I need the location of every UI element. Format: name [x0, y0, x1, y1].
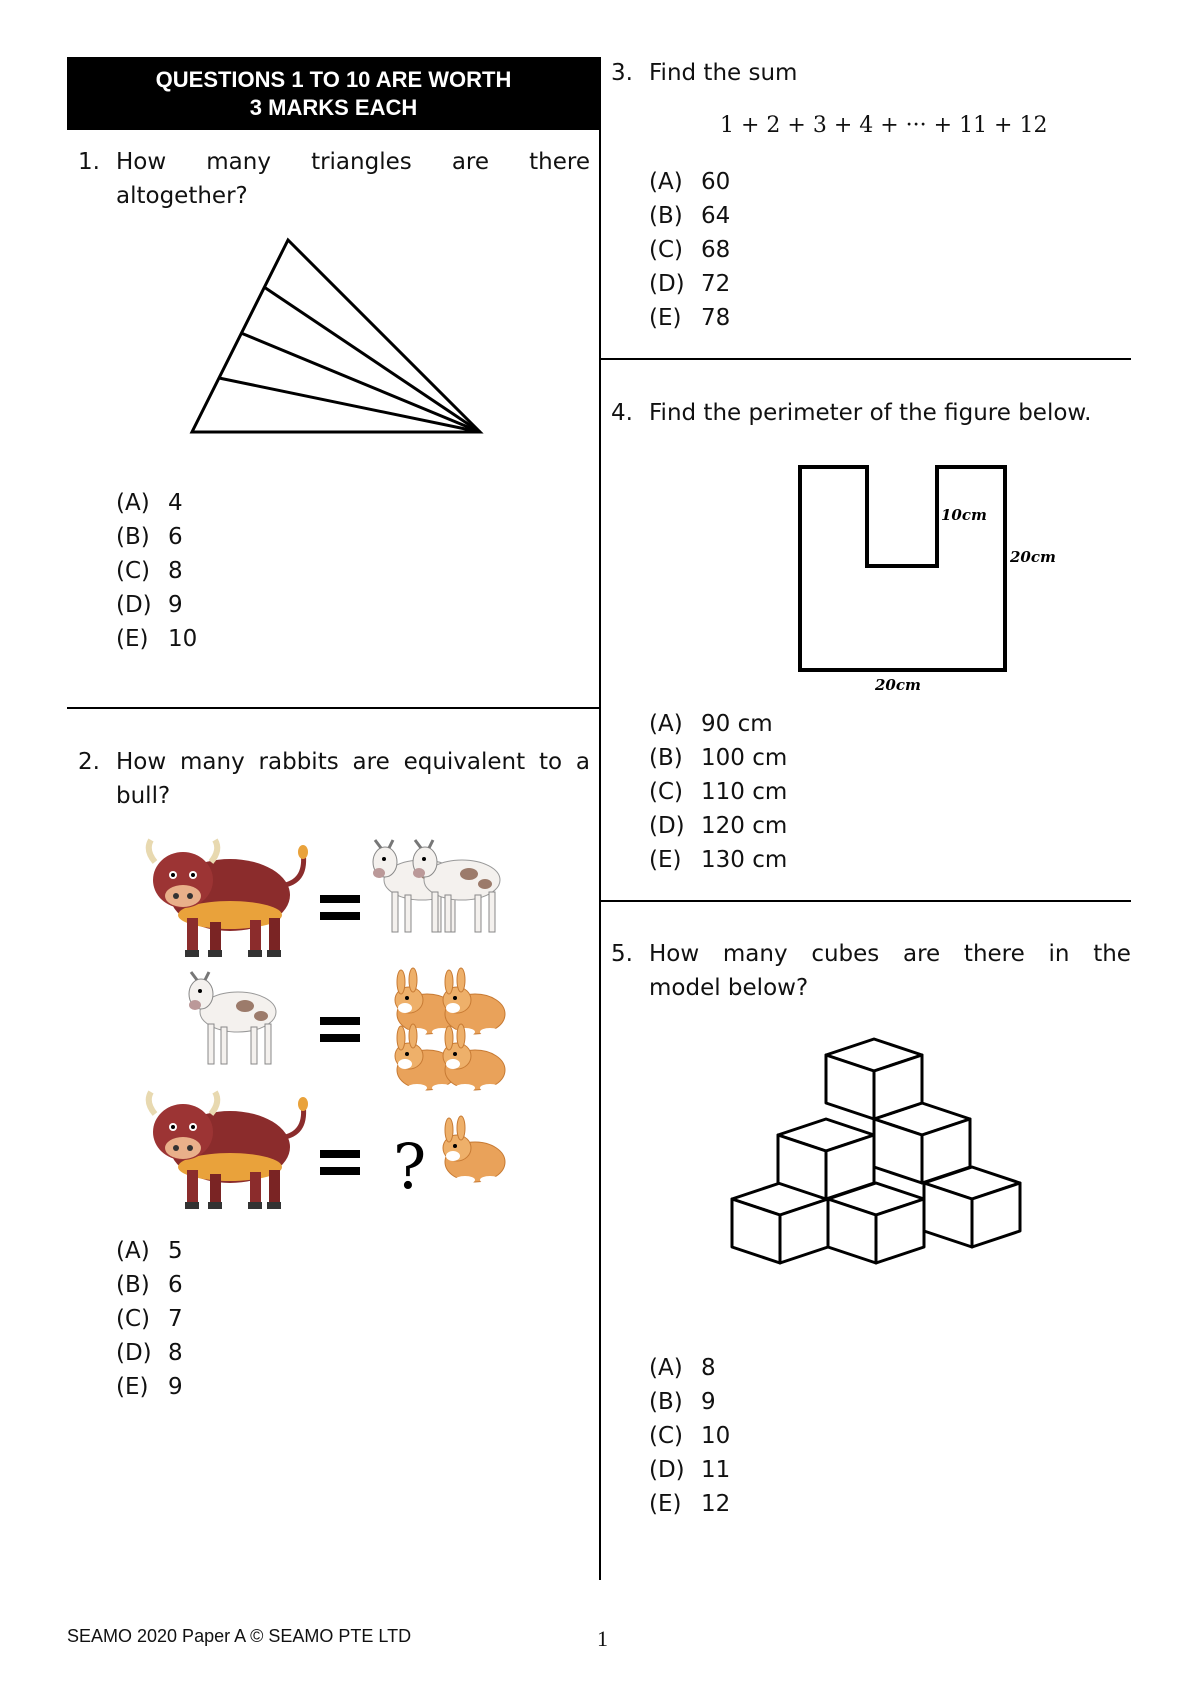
- section-header-line2: 3 MARKS EACH: [249, 94, 418, 120]
- option-e[interactable]: (E) 9: [116, 1374, 183, 1400]
- section-header: [67, 57, 600, 130]
- equals-sign: [320, 1167, 360, 1175]
- equals-sign: [320, 1150, 360, 1158]
- option-d[interactable]: (D) 9: [116, 592, 183, 618]
- option-a[interactable]: (A) 60: [649, 169, 731, 195]
- option-e[interactable]: (E) 12: [649, 1491, 731, 1517]
- question-3-options: [649, 165, 730, 335]
- question-mark: ?: [393, 1130, 427, 1203]
- word: in: [1048, 941, 1070, 967]
- equals-sign: [320, 912, 360, 920]
- question-3-line1: Find the sum: [649, 60, 798, 86]
- question-1-text: [78, 145, 590, 215]
- option-a[interactable]: (A) 90 cm: [649, 711, 773, 737]
- u-shape-outline: [800, 467, 1005, 670]
- question-5-line1: [649, 937, 1131, 971]
- option-d[interactable]: (D) 8: [116, 1340, 183, 1366]
- option-a[interactable]: (A) 4: [116, 490, 183, 516]
- cube: [826, 1039, 922, 1119]
- word: there: [963, 941, 1025, 967]
- goat-icon: [189, 972, 276, 1064]
- label-20cm-side: 20cm: [1010, 548, 1056, 566]
- option-a[interactable]: (A) 5: [116, 1238, 183, 1264]
- goat-icon: [413, 840, 500, 932]
- section-header-line1: QUESTIONS 1 TO 10 ARE WORTH: [155, 66, 512, 92]
- question-1-options: [116, 486, 197, 656]
- word: are: [903, 941, 941, 967]
- bull-icon: [149, 1092, 308, 1209]
- option-b[interactable]: (B) 64: [649, 203, 731, 229]
- option-c[interactable]: (C) 110 cm: [649, 779, 788, 805]
- rabbit-icon: [443, 968, 505, 1036]
- bull-icon: [149, 840, 308, 957]
- question-2-line1: How many rabbits are equivalent to a: [116, 749, 590, 775]
- word: How: [116, 149, 167, 175]
- triangle-fan-figure: [180, 230, 490, 440]
- option-b[interactable]: (B) 100 cm: [649, 745, 788, 771]
- question-1-line2: altogether?: [116, 183, 248, 209]
- question-4-text: [611, 396, 1126, 432]
- question-3-text: [611, 56, 1121, 92]
- sum-expression: 1 + 2 + 3 + 4 + ··· + 11 + 12: [720, 113, 1048, 138]
- question-number: 4.: [611, 400, 633, 426]
- divider-q1-q2: [67, 707, 600, 709]
- option-a[interactable]: (A) 8: [649, 1355, 716, 1381]
- option-b[interactable]: (B) 6: [116, 1272, 183, 1298]
- question-number: 2.: [78, 749, 100, 775]
- page-number: 1: [597, 1626, 608, 1651]
- word: there: [529, 149, 590, 175]
- question-2-text: [78, 745, 590, 815]
- option-e[interactable]: (E) 130 cm: [649, 847, 788, 873]
- question-1-line1: [116, 145, 590, 179]
- question-4-options: [649, 707, 787, 877]
- option-d[interactable]: (D) 72: [649, 271, 731, 297]
- option-c[interactable]: (C) 68: [649, 237, 731, 263]
- word: many: [722, 941, 788, 967]
- divider-q4-q5: [600, 900, 1131, 902]
- question-number: 1.: [78, 149, 100, 175]
- option-b[interactable]: (B) 9: [649, 1389, 716, 1415]
- option-c[interactable]: (C) 7: [116, 1306, 183, 1332]
- label-10cm: 10cm: [941, 506, 987, 524]
- question-2-options: [116, 1234, 183, 1404]
- cube: [828, 1183, 924, 1263]
- question-4-line1: Find the perimeter of the figure below.: [649, 400, 1092, 426]
- option-d[interactable]: (D) 11: [649, 1457, 731, 1483]
- animal-equation-figure: [145, 830, 515, 1210]
- rabbit-icon: [443, 1116, 505, 1184]
- option-c[interactable]: (C) 8: [116, 558, 183, 584]
- question-number: 5.: [611, 941, 633, 967]
- option-c[interactable]: (C) 10: [649, 1423, 731, 1449]
- word: many: [206, 149, 271, 175]
- question-2-line2: bull?: [116, 783, 171, 809]
- option-e[interactable]: (E) 10: [116, 626, 198, 652]
- question-5-options: [649, 1351, 730, 1521]
- word: cubes: [811, 941, 880, 967]
- label-20cm-bottom: 20cm: [875, 676, 921, 694]
- question-5-text: [611, 937, 1131, 1007]
- option-d[interactable]: (D) 120 cm: [649, 813, 788, 839]
- word: are: [451, 149, 490, 175]
- footer-copyright: SEAMO 2020 Paper A © SEAMO PTE LTD: [67, 1626, 412, 1646]
- option-b[interactable]: (B) 6: [116, 524, 183, 550]
- question-5-line2: model below?: [649, 975, 809, 1001]
- option-e[interactable]: (E) 78: [649, 305, 731, 331]
- question-number: 3.: [611, 60, 633, 86]
- cube-pyramid-figure: [730, 1035, 1040, 1285]
- fan-line: [241, 333, 480, 432]
- column-divider: [599, 57, 601, 1580]
- equals-sign: [320, 1017, 360, 1025]
- u-shape-figure: [790, 460, 1070, 700]
- equals-sign: [320, 1034, 360, 1042]
- word: How: [649, 941, 700, 967]
- word: triangles: [311, 149, 412, 175]
- equals-sign: [320, 895, 360, 903]
- divider-q3-q4: [600, 358, 1131, 360]
- word: the: [1093, 941, 1131, 967]
